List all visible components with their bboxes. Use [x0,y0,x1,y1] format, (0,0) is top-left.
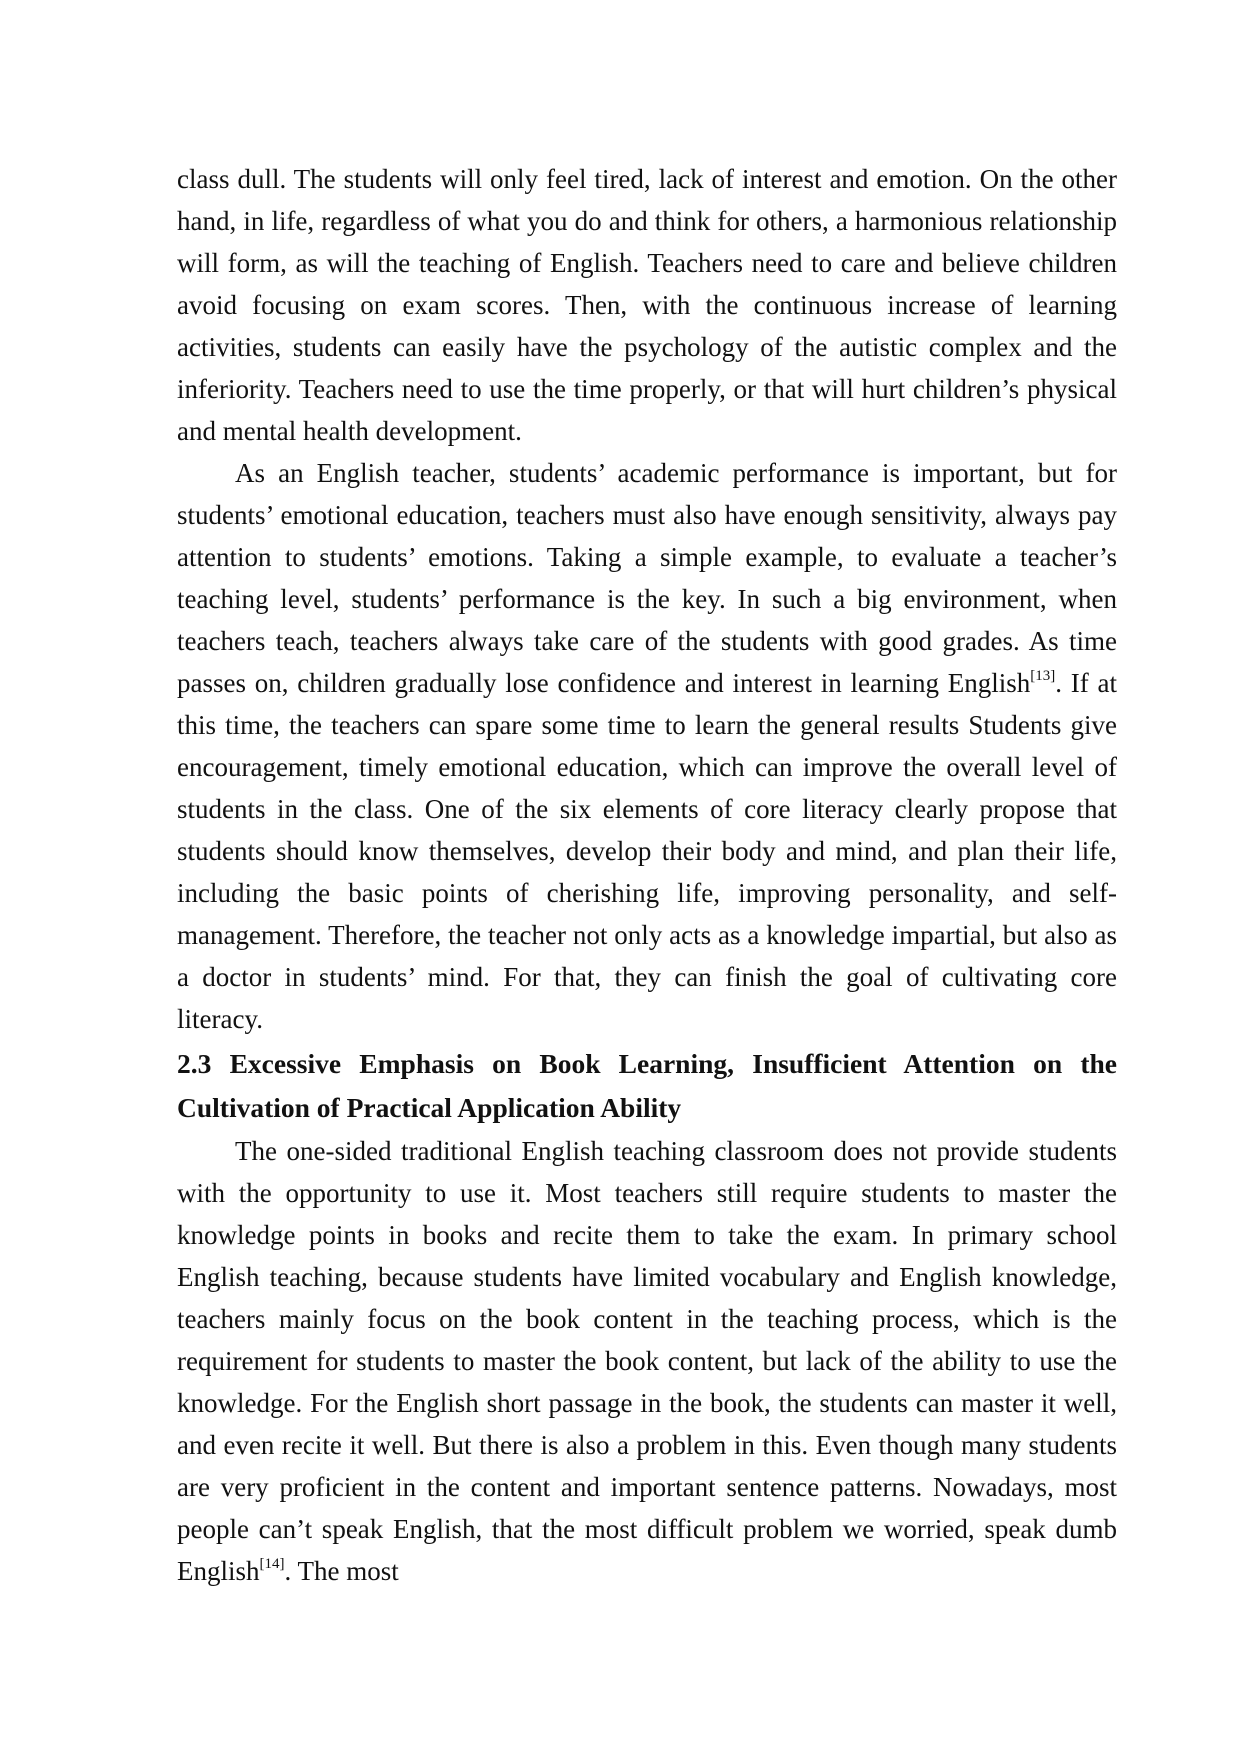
paragraph-3-text-a: The one-sided traditional English teaching classroom does not provide students with the opportunity to use it. Most teachers still require students to master the knowledge points in books and recite them to take the exam. In primary school English teaching, because students have limited vocabulary and English knowledge, teachers mainly focus on the book content in the teaching process, which is the requirement for students to master the book content, but lack of the ability to use the knowledge. For the English short passage in the book, the students can master it well, and even recite it well. But there is also a problem in this. Even though many students are very proficient in the content and important sentence patterns. Nowadays, most people can’t speak English, that the most difficult problem we worried, speak dumb English [177,1136,1117,1586]
body-paragraph-1 [177,158,1117,452]
body-paragraph-3 [177,1130,1117,1592]
paragraph-2-text-b: . If at this time, the teachers can spare some time to learn the general results Students give encouragement, timely emotional education, which can improve the overall level of students in the class. One of the six elements of core literacy clearly propose that students should know themselves, develop their body and mind, and plan their life, including the basic points of cherishing life, improving personality, and self-management. Therefore, the teacher not only acts as a knowledge impartial, but also as a doctor in students’ mind. For that, they can finish the goal of cultivating core literacy. [177,668,1117,1034]
paragraph-2-text-a: As an English teacher, students’ academic performance is important, but for students’ emotional education, teachers must also have enough sensitivity, always pay attention to students’ emotions. Taking a simple example, to evaluate a teacher’s teaching level, students’ performance is the key. In such a big environment, when teachers teach, teachers always take care of the students with good grades. As time passes on, children gradually lose confidence and interest in learning English [177,458,1117,698]
paragraph-3-text-b: . The most [284,1556,399,1586]
section-heading: 2.3 Excessive Emphasis on Book Learning, Insufficient Attention on the Cultivation of Practical Application Ability [177,1048,1117,1123]
citation-13: [13] [1030,668,1056,684]
citation-14: [14] [259,1556,285,1572]
paragraph-1-text: class dull. The students will only feel tired, lack of interest and emotion. On the other hand, in life, regardless of what you do and think for others, a harmonious relationship will form, as will the teaching of English. Teachers need to care and believe children avoid focusing on exam scores. Then, with the continuous increase of learning activities, students can easily have the psychology of the autistic complex and the inferiority. Teachers need to use the time properly, or that will hurt children’s physical and mental health development. [177,164,1117,446]
document-page [177,158,1117,1592]
body-paragraph-2 [177,452,1117,1040]
